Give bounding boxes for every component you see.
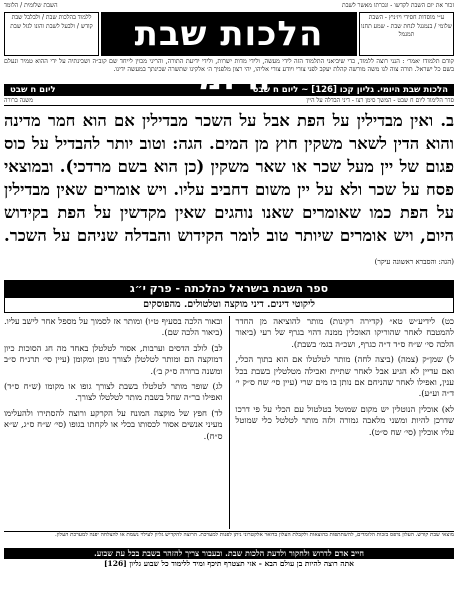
paragraph: ובאור הלכה בסעיף ט״ו) ומותר אז לסמוך על מספל אחר לישב עליו. (ביאור הלכה שם). bbox=[4, 316, 223, 338]
section-title: ספר השבת בישראל כהלכתה - פרק י״ג bbox=[4, 280, 454, 298]
halacha-note: (הגה: והסברא ראשונה עיקר) bbox=[374, 258, 454, 266]
issue-date: ליום ח שבט bbox=[10, 85, 56, 95]
halacha-body: ב. ואין מבדילין על הפת אבל על השכר מבדילין אם הוא חמר מדינה והוא הדין לשאר משקין חוץ מן המים. הגה: וטוב יותר להבדיל על כוס פגום של יין מעל שכר או שאר משקין (כן הוא בשם מרדכי). ובמוצאי פסח על שכר ולא על יין משום דחביב עליו. ויש אומרים שאין מבדילין על הפת כמו שאומרים שאנו נוהגים שאין מקדשין על הפת בקידוש היום, ויש אומרים שיותר טוב לומר הקידוש והבדלה שניהם על השכר. bbox=[4, 111, 454, 245]
text-columns bbox=[4, 316, 454, 529]
intro-prayer: קודם תלמודו ׳אמר׳ : הנני רוצה ללמוד, כדי שיביאני התלמוד הזה לידי מעשה, ולידי מדות ישרות, ולידי ידיעת התורה, והריני מכוין לייחד שם קוב״ה ושכינתיה על ידי ההוא טמיר ונעלם בשם כל ישראל. תורה צוה לנו משה מורשה קהלת יעקב לפני צורי ויודע צורי אליהו, יהי רצון מלפניך ה׳ אלקינו שתשרה שכינתך במעשה ידינו. bbox=[4, 58, 454, 73]
paragraph: לד) חפץ של מוקצה המונח על הקרקע ורוצה להסתירו ולהעלימו מעיני אנשים אסור לכסותו בכלי או לקחתו בגופו (סי׳ ש״ח ס״ג, ש״א ס״ח). bbox=[4, 407, 223, 441]
issue-title: הלכות שבת היומי. גליון קכו [126] ~ ליום ח שבט bbox=[252, 85, 448, 95]
top-strip bbox=[4, 2, 454, 11]
masthead-title: הלכות שבת היומי bbox=[101, 12, 357, 56]
section-subtitle: ליקוטי דינים. דיני מוקצה וטלטולים. מהפוסקים bbox=[4, 298, 454, 313]
footer-callout: אתה רוצה להיות בן עולם הבא - אזי תצטרף תיכף ומיד ללימוד כל שבוע גליון [126] bbox=[103, 559, 354, 568]
study-order-source: משנה ברורה bbox=[4, 97, 33, 104]
footer-notice: מוצאי שבת קודש. העלון נדפס בזכות הלומדים, להשתתפות בהוצאות ולקבלת העלון בדואר אלקטרוני ניתן לפנות למערכת. הרוצה להקדיש גליון לעילוי נשמת או להצלחה יפנה למערכת העלון. bbox=[4, 531, 454, 547]
footer-banner: חייב אדם לדרוש ולחקור ולדעת הלכות שבת. ובעבור צריך להזהר בשבת בכל עת שבוע. bbox=[4, 548, 454, 559]
column-right bbox=[236, 316, 455, 529]
column-divider bbox=[229, 316, 230, 529]
paragraph: ל) שמן״ק (צמה) (ביצה לחה) מותר לטלטלו אם הוא בתוך הכלי, ואם עדיין לא הגיע אבל לאחר שתיית ואכילה מטלטלין בשבת בכל ענין, ואפילו לאחר שהניחם אם נותן בו מים שרי (עיין סי׳ שח ס״ק י׳ ד״ה וע״ע). bbox=[235, 354, 454, 399]
study-order-text: סדר הלימוד ליום ח שבט - המשך סימן רצו - דיני הבדלה על היין bbox=[306, 97, 454, 104]
column-left bbox=[4, 316, 223, 529]
paragraph: לג) שופר מותר לטלטלו בשבת לצורך גופו או מקומו (ש״ח ס״ד) ואפילו בר״ה שחל בשבת מותר לטלטלו לצורך. bbox=[4, 381, 223, 403]
top-strip-right: זכור את יום השבת לקדשו - ונכרתו מאשר לשבת bbox=[342, 2, 454, 9]
halacha-text bbox=[4, 109, 454, 274]
paragraph: כט) לידיע״ש טא״ (קדירה רקינות) מותר להוציאה מן החדר להמטבח לאחר שהוריקו האוכלין ממנה דהוי בגרף של רעי (ביאור הלכה סי׳ ש״ח ס״ד ד״ה כגרף, ושכ״ה בגמ׳ בשבת). bbox=[235, 316, 454, 349]
paragraph: לב) לולב הדסים וערבות, אסור לטלטלן באחד מה חג הסוכות כיון דמוקצה הם ומותר לטלטלן לצורך גופן ומקומן (עיין סי׳ תרנ״ח ס״ב ומשנה ברורה ס״ק ב׳). bbox=[4, 342, 223, 376]
paragraph: לא) אוכלין הנוטלין יש מקום שמוטל בטלטול עם הכלי על פי דרכו שדרכן להיות ומשני מלאכה גמורה ולזה מותר לטלטל כלי שמוטל עליו אוכלין (סי׳ שח ס״ט). bbox=[235, 403, 454, 437]
masthead-right-box: ע״י מוסדות חסידי ויז׳ניץ - השבת שלומי / בנמנגל לנחת שבת - שמע תחנו תמנמל bbox=[359, 12, 454, 56]
top-strip-left: השבת שלומית / הלומד bbox=[4, 2, 58, 9]
masthead-left-box: ללמוד בהלכות שבת / ולבלבל שבת קודש / ולבעל לשבת והונו לגזל שבת bbox=[4, 12, 99, 56]
